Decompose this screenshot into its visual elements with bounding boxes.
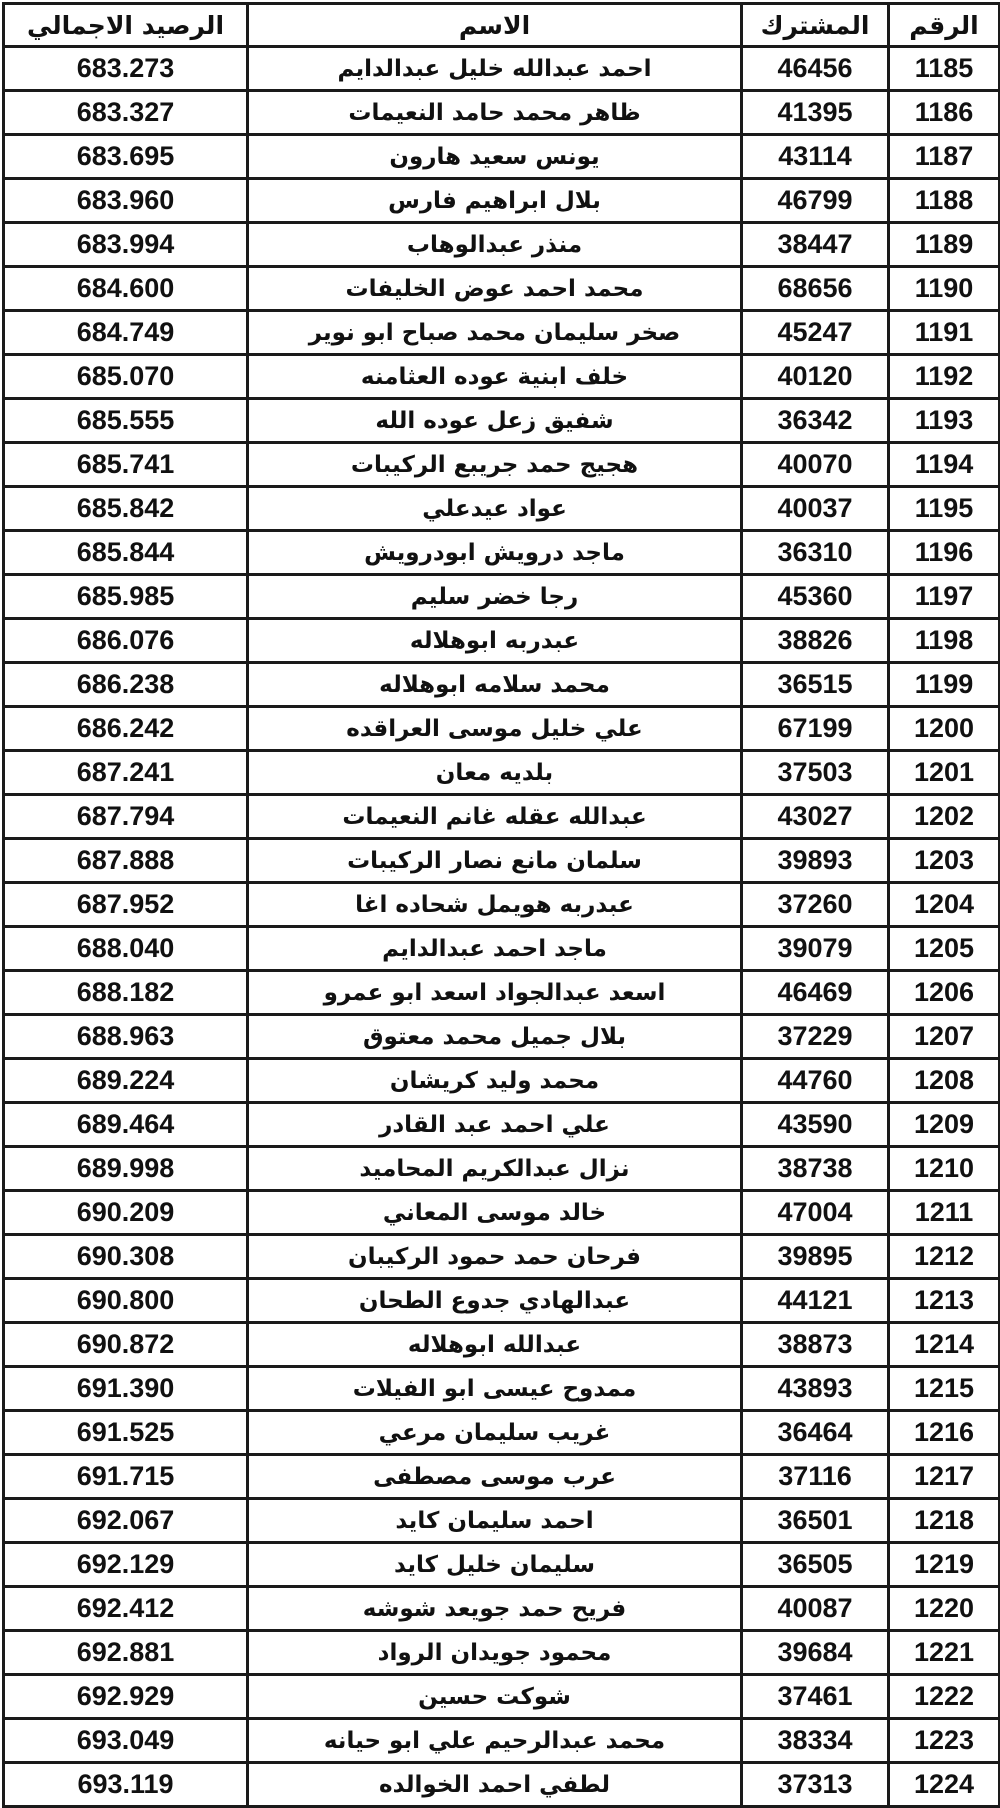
cell-balance: 685.842 bbox=[4, 487, 248, 531]
cell-balance: 688.040 bbox=[4, 927, 248, 971]
cell-balance: 692.129 bbox=[4, 1543, 248, 1587]
cell-index: 1219 bbox=[889, 1543, 1000, 1587]
cell-subscriber: 39684 bbox=[742, 1631, 889, 1675]
cell-subscriber: 39895 bbox=[742, 1235, 889, 1279]
cell-subscriber: 44760 bbox=[742, 1059, 889, 1103]
cell-name: محمد احمد عوض الخليفات bbox=[248, 267, 742, 311]
cell-subscriber: 46456 bbox=[742, 47, 889, 91]
cell-name: عبدالله ابوهلاله bbox=[248, 1323, 742, 1367]
table-row bbox=[4, 223, 1000, 267]
cell-balance: 690.872 bbox=[4, 1323, 248, 1367]
cell-name: غريب سليمان مرعي bbox=[248, 1411, 742, 1455]
cell-balance: 686.238 bbox=[4, 663, 248, 707]
table-row bbox=[4, 1323, 1000, 1367]
cell-subscriber: 36505 bbox=[742, 1543, 889, 1587]
cell-balance: 687.888 bbox=[4, 839, 248, 883]
table-row bbox=[4, 1763, 1000, 1807]
header-balance: الرصيد الاجمالي bbox=[4, 4, 248, 47]
balance-table bbox=[2, 2, 1000, 1808]
cell-index: 1202 bbox=[889, 795, 1000, 839]
table-row bbox=[4, 971, 1000, 1015]
cell-subscriber: 47004 bbox=[742, 1191, 889, 1235]
cell-balance: 691.525 bbox=[4, 1411, 248, 1455]
cell-subscriber: 37503 bbox=[742, 751, 889, 795]
cell-name: احمد سليمان كايد bbox=[248, 1499, 742, 1543]
cell-balance: 691.715 bbox=[4, 1455, 248, 1499]
cell-name: علي خليل موسى العراقده bbox=[248, 707, 742, 751]
cell-subscriber: 38873 bbox=[742, 1323, 889, 1367]
cell-balance: 688.182 bbox=[4, 971, 248, 1015]
table-row bbox=[4, 1675, 1000, 1719]
cell-subscriber: 46799 bbox=[742, 179, 889, 223]
cell-index: 1192 bbox=[889, 355, 1000, 399]
cell-subscriber: 38826 bbox=[742, 619, 889, 663]
table-row bbox=[4, 91, 1000, 135]
cell-subscriber: 43114 bbox=[742, 135, 889, 179]
cell-name: شفيق زعل عوده الله bbox=[248, 399, 742, 443]
cell-subscriber: 44121 bbox=[742, 1279, 889, 1323]
table-row bbox=[4, 1103, 1000, 1147]
table-row bbox=[4, 135, 1000, 179]
cell-index: 1197 bbox=[889, 575, 1000, 619]
cell-name: بلال ابراهيم فارس bbox=[248, 179, 742, 223]
cell-subscriber: 40037 bbox=[742, 487, 889, 531]
header-index: الرقم bbox=[889, 4, 1000, 47]
table-row bbox=[4, 47, 1000, 91]
cell-balance: 685.844 bbox=[4, 531, 248, 575]
cell-index: 1209 bbox=[889, 1103, 1000, 1147]
cell-balance: 692.412 bbox=[4, 1587, 248, 1631]
cell-index: 1205 bbox=[889, 927, 1000, 971]
cell-balance: 690.308 bbox=[4, 1235, 248, 1279]
cell-balance: 686.076 bbox=[4, 619, 248, 663]
table-row bbox=[4, 267, 1000, 311]
cell-balance: 690.209 bbox=[4, 1191, 248, 1235]
table-row bbox=[4, 1719, 1000, 1763]
cell-index: 1201 bbox=[889, 751, 1000, 795]
cell-name: منذر عبدالوهاب bbox=[248, 223, 742, 267]
cell-balance: 687.952 bbox=[4, 883, 248, 927]
cell-name: ممدوح عيسى ابو الفيلات bbox=[248, 1367, 742, 1411]
cell-balance: 692.067 bbox=[4, 1499, 248, 1543]
cell-balance: 693.119 bbox=[4, 1763, 248, 1807]
cell-subscriber: 37229 bbox=[742, 1015, 889, 1059]
cell-index: 1206 bbox=[889, 971, 1000, 1015]
cell-name: محمد عبدالرحيم علي ابو حيانه bbox=[248, 1719, 742, 1763]
cell-index: 1217 bbox=[889, 1455, 1000, 1499]
cell-index: 1211 bbox=[889, 1191, 1000, 1235]
cell-subscriber: 68656 bbox=[742, 267, 889, 311]
cell-subscriber: 43590 bbox=[742, 1103, 889, 1147]
table-row bbox=[4, 751, 1000, 795]
cell-name: خلف ابنية عوده العثامنه bbox=[248, 355, 742, 399]
cell-index: 1207 bbox=[889, 1015, 1000, 1059]
cell-index: 1223 bbox=[889, 1719, 1000, 1763]
cell-name: علي احمد عبد القادر bbox=[248, 1103, 742, 1147]
table-row bbox=[4, 311, 1000, 355]
cell-subscriber: 67199 bbox=[742, 707, 889, 751]
cell-subscriber: 39893 bbox=[742, 839, 889, 883]
cell-index: 1196 bbox=[889, 531, 1000, 575]
cell-subscriber: 38447 bbox=[742, 223, 889, 267]
cell-balance: 692.929 bbox=[4, 1675, 248, 1719]
cell-name: محمود جويدان الرواد bbox=[248, 1631, 742, 1675]
table-row bbox=[4, 619, 1000, 663]
cell-subscriber: 40070 bbox=[742, 443, 889, 487]
table-row bbox=[4, 399, 1000, 443]
table-row bbox=[4, 1367, 1000, 1411]
cell-index: 1212 bbox=[889, 1235, 1000, 1279]
table-row bbox=[4, 179, 1000, 223]
cell-name: فرحان حمد حمود الركيبان bbox=[248, 1235, 742, 1279]
cell-balance: 689.224 bbox=[4, 1059, 248, 1103]
cell-name: محمد سلامه ابوهلاله bbox=[248, 663, 742, 707]
cell-balance: 689.998 bbox=[4, 1147, 248, 1191]
cell-subscriber: 43893 bbox=[742, 1367, 889, 1411]
cell-subscriber: 37116 bbox=[742, 1455, 889, 1499]
header-row bbox=[4, 4, 1000, 47]
cell-name: يونس سعيد هارون bbox=[248, 135, 742, 179]
cell-index: 1199 bbox=[889, 663, 1000, 707]
cell-balance: 684.600 bbox=[4, 267, 248, 311]
cell-name: احمد عبدالله خليل عبدالدايم bbox=[248, 47, 742, 91]
cell-name: عبدربه ابوهلاله bbox=[248, 619, 742, 663]
cell-name: ماجد احمد عبدالدايم bbox=[248, 927, 742, 971]
cell-index: 1214 bbox=[889, 1323, 1000, 1367]
cell-index: 1215 bbox=[889, 1367, 1000, 1411]
cell-subscriber: 36515 bbox=[742, 663, 889, 707]
table-row bbox=[4, 1235, 1000, 1279]
cell-name: عبدالله عقله غانم النعيمات bbox=[248, 795, 742, 839]
table-row bbox=[4, 795, 1000, 839]
cell-balance: 685.985 bbox=[4, 575, 248, 619]
cell-index: 1186 bbox=[889, 91, 1000, 135]
cell-balance: 683.960 bbox=[4, 179, 248, 223]
cell-name: بلال جميل محمد معتوق bbox=[248, 1015, 742, 1059]
cell-index: 1218 bbox=[889, 1499, 1000, 1543]
cell-balance: 683.994 bbox=[4, 223, 248, 267]
cell-subscriber: 36464 bbox=[742, 1411, 889, 1455]
table-row bbox=[4, 1279, 1000, 1323]
cell-name: رجا خضر سليم bbox=[248, 575, 742, 619]
table-row bbox=[4, 1147, 1000, 1191]
cell-name: عبدربه هويمل شحاده اغا bbox=[248, 883, 742, 927]
cell-index: 1185 bbox=[889, 47, 1000, 91]
cell-balance: 690.800 bbox=[4, 1279, 248, 1323]
cell-subscriber: 40120 bbox=[742, 355, 889, 399]
cell-index: 1187 bbox=[889, 135, 1000, 179]
cell-index: 1222 bbox=[889, 1675, 1000, 1719]
cell-subscriber: 37260 bbox=[742, 883, 889, 927]
cell-subscriber: 37461 bbox=[742, 1675, 889, 1719]
cell-name: فريح حمد جويعد شوشه bbox=[248, 1587, 742, 1631]
table-row bbox=[4, 1543, 1000, 1587]
cell-subscriber: 38738 bbox=[742, 1147, 889, 1191]
table-row bbox=[4, 443, 1000, 487]
cell-name: ظاهر محمد حامد النعيمات bbox=[248, 91, 742, 135]
cell-subscriber: 46469 bbox=[742, 971, 889, 1015]
table-row bbox=[4, 707, 1000, 751]
cell-balance: 687.241 bbox=[4, 751, 248, 795]
cell-index: 1198 bbox=[889, 619, 1000, 663]
cell-balance: 685.070 bbox=[4, 355, 248, 399]
cell-subscriber: 41395 bbox=[742, 91, 889, 135]
cell-subscriber: 36342 bbox=[742, 399, 889, 443]
cell-index: 1204 bbox=[889, 883, 1000, 927]
cell-index: 1194 bbox=[889, 443, 1000, 487]
cell-balance: 683.273 bbox=[4, 47, 248, 91]
cell-index: 1190 bbox=[889, 267, 1000, 311]
cell-index: 1208 bbox=[889, 1059, 1000, 1103]
table-row bbox=[4, 839, 1000, 883]
cell-balance: 688.963 bbox=[4, 1015, 248, 1059]
table-body bbox=[4, 47, 1000, 1807]
cell-subscriber: 39079 bbox=[742, 927, 889, 971]
cell-subscriber: 45360 bbox=[742, 575, 889, 619]
cell-name: خالد موسى المعاني bbox=[248, 1191, 742, 1235]
table-row bbox=[4, 927, 1000, 971]
cell-balance: 683.327 bbox=[4, 91, 248, 135]
cell-name: صخر سليمان محمد صباح ابو نوير bbox=[248, 311, 742, 355]
cell-name: اسعد عبدالجواد اسعد ابو عمرو bbox=[248, 971, 742, 1015]
cell-index: 1189 bbox=[889, 223, 1000, 267]
table-row bbox=[4, 487, 1000, 531]
balance-table-sheet bbox=[2, 2, 998, 1808]
cell-subscriber: 38334 bbox=[742, 1719, 889, 1763]
table-row bbox=[4, 575, 1000, 619]
cell-subscriber: 36501 bbox=[742, 1499, 889, 1543]
cell-balance: 683.695 bbox=[4, 135, 248, 179]
cell-index: 1216 bbox=[889, 1411, 1000, 1455]
table-row bbox=[4, 1499, 1000, 1543]
cell-name: نزال عبدالكريم المحاميد bbox=[248, 1147, 742, 1191]
cell-name: بلديه معان bbox=[248, 751, 742, 795]
table-row bbox=[4, 1411, 1000, 1455]
table-row bbox=[4, 883, 1000, 927]
cell-name: عرب موسى مصطفى bbox=[248, 1455, 742, 1499]
cell-name: عبدالهادي جدوع الطحان bbox=[248, 1279, 742, 1323]
cell-balance: 693.049 bbox=[4, 1719, 248, 1763]
cell-balance: 685.555 bbox=[4, 399, 248, 443]
cell-name: ماجد درويش ابودرويش bbox=[248, 531, 742, 575]
cell-index: 1195 bbox=[889, 487, 1000, 531]
table-row bbox=[4, 531, 1000, 575]
cell-subscriber: 36310 bbox=[742, 531, 889, 575]
cell-index: 1200 bbox=[889, 707, 1000, 751]
table-row bbox=[4, 1059, 1000, 1103]
cell-index: 1188 bbox=[889, 179, 1000, 223]
table-row bbox=[4, 1191, 1000, 1235]
table-row bbox=[4, 663, 1000, 707]
header-subscriber: المشترك bbox=[742, 4, 889, 47]
cell-name: شوكت حسين bbox=[248, 1675, 742, 1719]
cell-name: عواد عيدعلي bbox=[248, 487, 742, 531]
cell-index: 1213 bbox=[889, 1279, 1000, 1323]
cell-balance: 685.741 bbox=[4, 443, 248, 487]
cell-index: 1221 bbox=[889, 1631, 1000, 1675]
cell-name: سليمان خليل كايد bbox=[248, 1543, 742, 1587]
cell-name: محمد وليد كريشان bbox=[248, 1059, 742, 1103]
table-row bbox=[4, 1455, 1000, 1499]
cell-balance: 691.390 bbox=[4, 1367, 248, 1411]
cell-balance: 692.881 bbox=[4, 1631, 248, 1675]
cell-index: 1193 bbox=[889, 399, 1000, 443]
cell-balance: 684.749 bbox=[4, 311, 248, 355]
cell-index: 1220 bbox=[889, 1587, 1000, 1631]
cell-index: 1191 bbox=[889, 311, 1000, 355]
table-row bbox=[4, 1015, 1000, 1059]
cell-subscriber: 45247 bbox=[742, 311, 889, 355]
cell-subscriber: 40087 bbox=[742, 1587, 889, 1631]
cell-index: 1210 bbox=[889, 1147, 1000, 1191]
cell-name: لطفي احمد الخوالده bbox=[248, 1763, 742, 1807]
cell-index: 1203 bbox=[889, 839, 1000, 883]
cell-index: 1224 bbox=[889, 1763, 1000, 1807]
table-row bbox=[4, 1631, 1000, 1675]
cell-balance: 689.464 bbox=[4, 1103, 248, 1147]
cell-subscriber: 43027 bbox=[742, 795, 889, 839]
table-row bbox=[4, 355, 1000, 399]
header-name: الاسم bbox=[248, 4, 742, 47]
table-row bbox=[4, 1587, 1000, 1631]
cell-balance: 686.242 bbox=[4, 707, 248, 751]
cell-name: سلمان مانع نصار الركيبات bbox=[248, 839, 742, 883]
cell-subscriber: 37313 bbox=[742, 1763, 889, 1807]
cell-name: هجيج حمد جريبع الركيبات bbox=[248, 443, 742, 487]
cell-balance: 687.794 bbox=[4, 795, 248, 839]
